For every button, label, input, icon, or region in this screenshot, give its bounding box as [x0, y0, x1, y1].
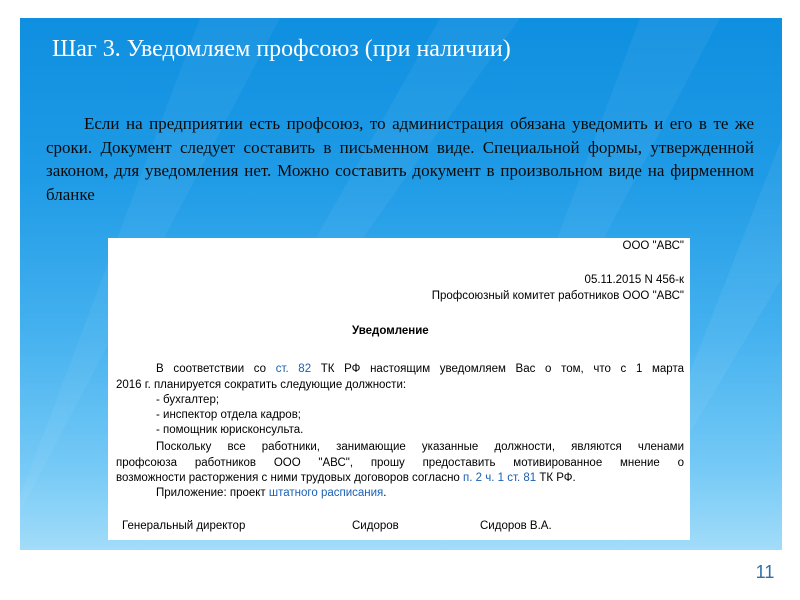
doc-link-art-82[interactable]: ст. 82 — [275, 363, 312, 375]
doc-company: ООО "АВС" — [622, 240, 684, 252]
page-number: 11 — [755, 562, 775, 582]
doc-para2-line-2: профсоюза работников ООО "АВС", прошу предоставить мотивированное мнение о — [116, 457, 684, 469]
doc-signature-position: Генеральный директор — [122, 520, 246, 532]
doc-heading: Уведомление — [352, 325, 429, 337]
doc-attachment — [116, 487, 684, 499]
doc-link-staff-schedule[interactable]: штатного расписания — [268, 487, 384, 499]
doc-para2-line-3 — [116, 472, 684, 484]
notification-document — [108, 238, 690, 540]
doc-para2-line-3-text-a: возможности расторжения с ними трудовых договоров согласно — [116, 472, 464, 484]
slide-paragraph: Если на предприятии есть профсоюз, то администрация обязана уведомить и его в те же сроки. Документ следует составить в письменном виде. Специальной формы, утвержденной законом, для уведомления нет. Можно составить документ в произвольном виде на фирменном бланке — [46, 114, 754, 204]
doc-list-item-2: - инспектор отдела кадров; — [156, 409, 301, 421]
slide-title: Шаг 3. Уведомляем профсоюз (при наличии) — [52, 36, 511, 62]
doc-link-art-81[interactable]: п. 2 ч. 1 ст. 81 — [463, 472, 537, 484]
doc-line-1 — [116, 363, 684, 375]
doc-signature-name: Сидоров В.А. — [480, 520, 552, 532]
doc-line-2: 2016 г. планируется сократить следующие должности: — [116, 379, 407, 391]
doc-line-1-text-b: ТК РФ настоящим уведомляем Вас о том, что с 1 марта — [311, 363, 684, 375]
doc-attachment-text: Приложение: проект — [156, 487, 269, 499]
doc-list-item-1: - бухгалтер; — [156, 394, 220, 406]
doc-signature: Сидоров — [352, 520, 399, 532]
doc-date-number: 05.11.2015 N 456-к — [584, 274, 684, 286]
doc-attachment-period: . — [383, 487, 387, 499]
doc-para2-line-3-text-b: ТК РФ. — [536, 472, 576, 484]
doc-para2-line-1: Поскольку все работники, занимающие указанные должности, являются членами — [156, 441, 684, 453]
doc-addressee: Профсоюзный комитет работников ООО "АВС" — [431, 290, 684, 302]
doc-list-item-3: - помощник юрисконсульта. — [156, 424, 304, 436]
doc-line-1-text-a: В соответствии со — [156, 363, 276, 375]
